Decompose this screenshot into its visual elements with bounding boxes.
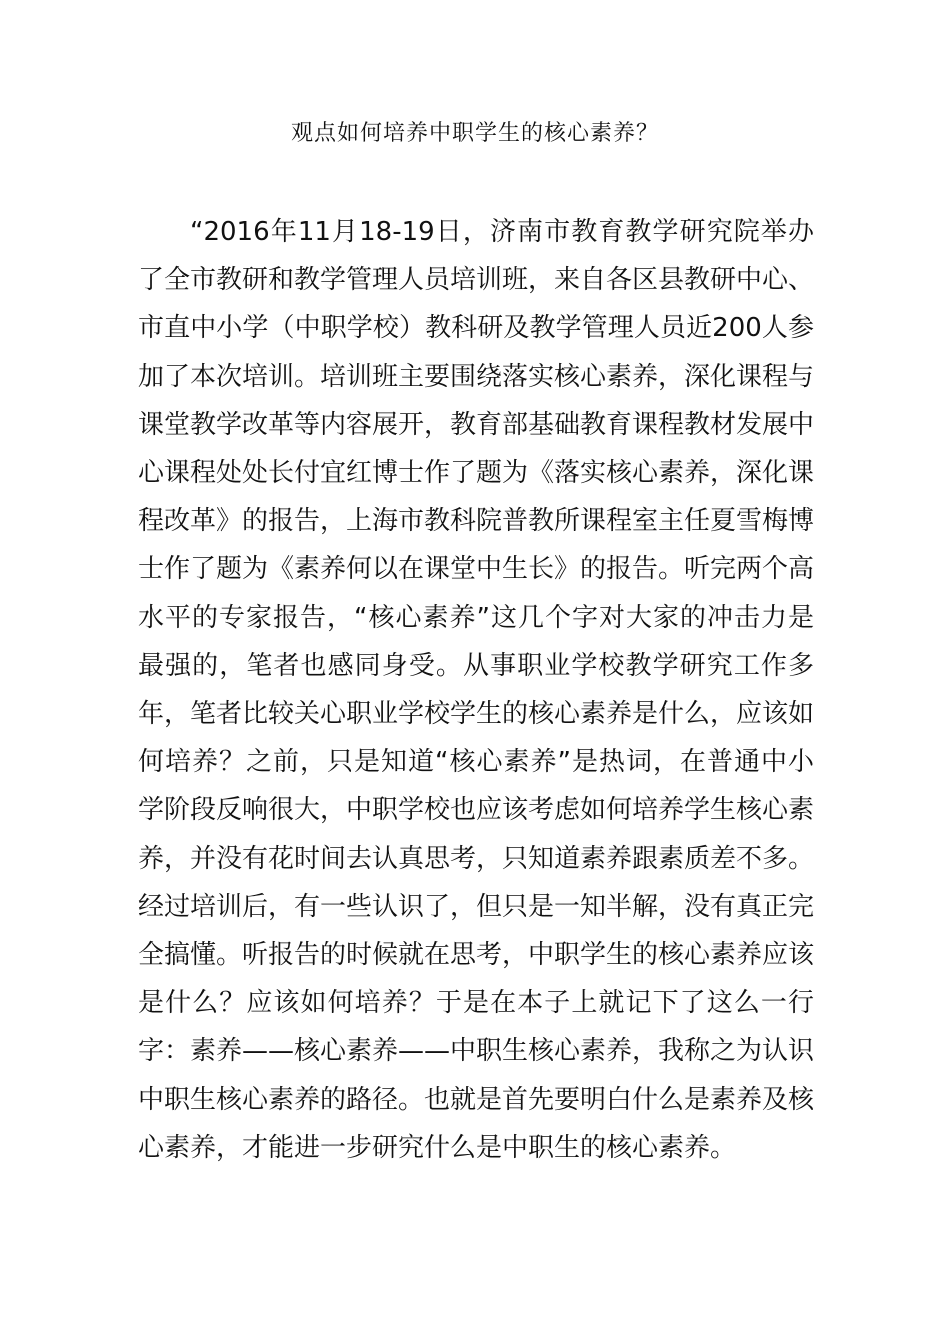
body-paragraph: “2016年11月18-19日，济南市教育教学研究院举办了全市教研和教学管理人员培训班，来自各区县教研中心、市直中小学（中职学校）教科研及教学管理人员近200人参加了本次培训。培训班主要围绕落实核心素养，深化课程与课堂教学改革等内容展开，教育部基础教育课程教材发展中心课程处处长付宜红博士作了题为《落实核心素养，深化课程改革》的报告，上海市教科院普教所课程室主任夏雪梅博士作了题为《素养何以在课堂中生长》的报告。听完两个高水平的专家报告，“核心素养”这几个字对大家的冲击力是最强的，笔者也感同身受。从事职业学校教学研究工作多年，笔者比较关心职业学校学生的核心素养是什么，应该如何培养？之前，只是知道“核心素养”是热词，在普通中小学阶段反响很大，中职学校也应该考虑如何培养学生核心素养，并没有花时间去认真思考，只知道素养跟素质差不多。经过培训后，有一些认识了，但只是一知半解，没有真正完全搞懂。听报告的时候就在思考，中职学生的核心素养应该是什么？应该如何培养？于是在本子上就记下了这么一行字：素养——核心素养——中职生核心素养，我称之为认识中职生核心素养的路径。也就是首先要明白什么是素养及核心素养，才能进一步研究什么是中职生的核心素养。 <box>138 217 815 1163</box>
document-title: 观点如何培养中职学生的核心素养？ <box>290 121 659 146</box>
